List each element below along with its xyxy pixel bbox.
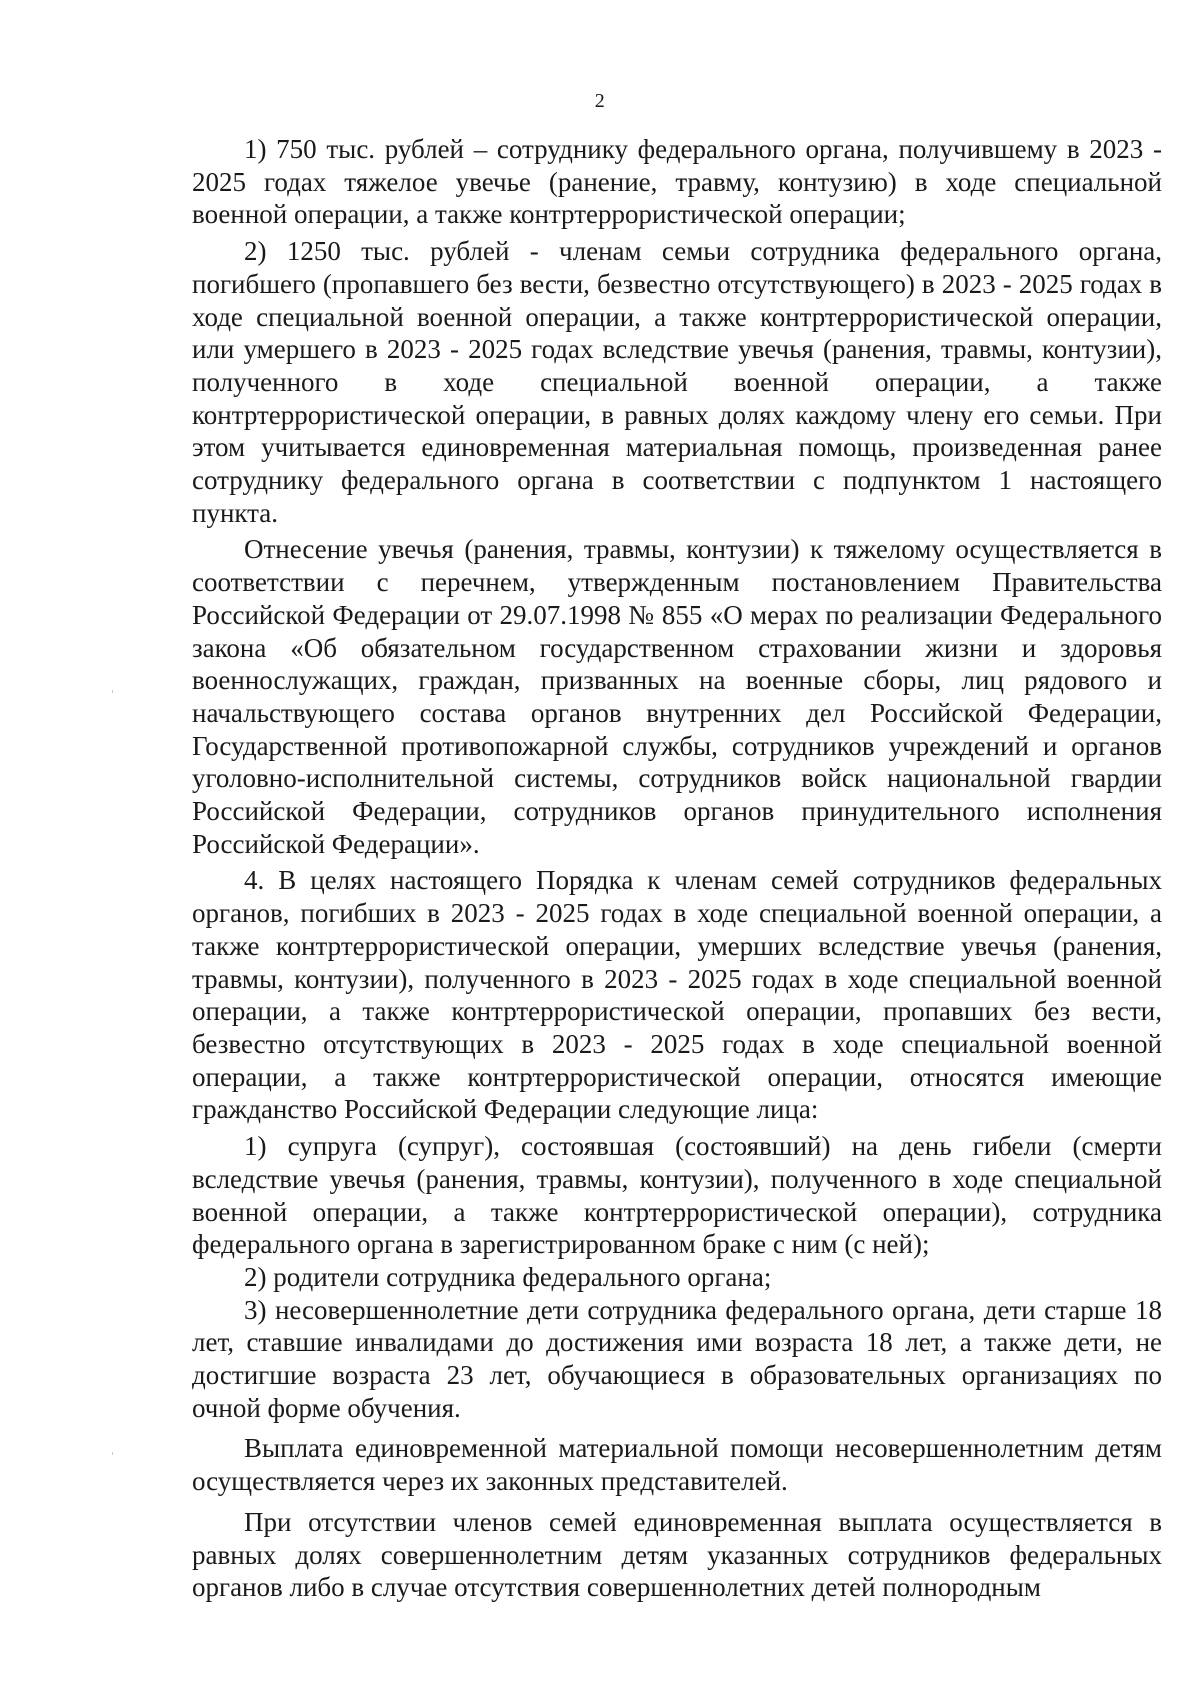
paragraph-children: 3) несовершеннолетние дети сотрудника федерального органа, дети старше 18 лет, ставшие инвалидами до достижения ими возраста 18 лет, а также дети, не достигшие возраста 23 лет, обучающиеся в образовательных организациях по очной форме обучения. — [192, 1294, 1162, 1423]
document-body — [192, 133, 1162, 1604]
scan-artifact-mark — [112, 1452, 113, 1455]
scan-artifact-mark — [112, 690, 113, 693]
page-number: 2 — [594, 90, 606, 112]
paragraph-spouse: 1) супруга (супруг), состоявшая (состоявший) на день гибели (смерти вследствие увечья (ранения, травмы, контузии), полученного в ходе специальной военной операции, а также контртеррористической операции), сотрудника федерального органа в зарегистрированном браке с ним (с ней); — [192, 1131, 1162, 1260]
paragraph-item-1: 1) 750 тыс. рублей – сотруднику федерального органа, получившему в 2023 - 2025 годах тяжелое увечье (ранение, травму, контузию) в ходе специальной военной операции, а также контртеррористической операции; — [192, 134, 1162, 230]
paragraph-section-4: 4. В целях настоящего Порядка к членам семей сотрудников федеральных органов, погибших в 2023 - 2025 годах в ходе специальной военной операции, а также контртеррористической операции, умерших вследствие увечья (ранения, травмы, контузии), полученного в 2023 - 2025 годах в ходе специальной военной операции, а также контртеррористической операции, пропавших без вести, безвестно отсутствующих в 2023 - 2025 годах в ходе специальной военной операции, а также контртеррористической операции, относятся имеющие гражданство Российской Федерации следующие лица: — [192, 865, 1162, 1125]
paragraph-heavy-injury-definition: Отнесение увечья (ранения, травмы, контузии) к тяжелому осуществляется в соответствии с перечнем, утвержденным постановлением Правительства Российской Федерации от 29.07.1998 № 855 «О мерах по реализации Федерального закона «Об обязательном государственном страховании жизни и здоровья военнослужащих, граждан, призванных на военные сборы, лиц рядового и начальствующего состава органов внутренних дел Российской Федерации, Государственной противопожарной службы, сотрудников учреждений и органов уголовно-исполнительной системы, сотрудников войск национальной гвардии Российской Федерации, сотрудников органов принудительного исполнения Российской Федерации». — [192, 534, 1162, 859]
paragraph-item-2: 2) 1250 тыс. рублей - членам семьи сотрудника федерального органа, погибшего (пропавшего без вести, безвестно отсутствующего) в 2023 - 2025 годах в ходе специальной военной операции, а также контртеррористической операции, или умершего в 2023 - 2025 годах вследствие увечья (ранения, травмы, контузии), полученного в ходе специальной военной операции, а также контртеррористической операции, в равных долях каждому члену его семьи. При этом учитывается единовременная материальная помощь, произведенная ранее сотруднику федерального органа в соответствии с подпунктом 1 настоящего пункта. — [192, 236, 1162, 528]
paragraph-payment-minors: Выплата единовременной материальной помощи несовершеннолетним детям осуществляется через их законных представителей. — [192, 1433, 1162, 1497]
paragraph-no-family: При отсутствии членов семей единовременная выплата осуществляется в равных долях совершеннолетним детям указанных сотрудников федеральных органов либо в случае отсутствия совершеннолетних детей полнородным — [192, 1506, 1162, 1603]
paragraph-parents: 2) родители сотрудника федерального органа; — [244, 1261, 772, 1292]
